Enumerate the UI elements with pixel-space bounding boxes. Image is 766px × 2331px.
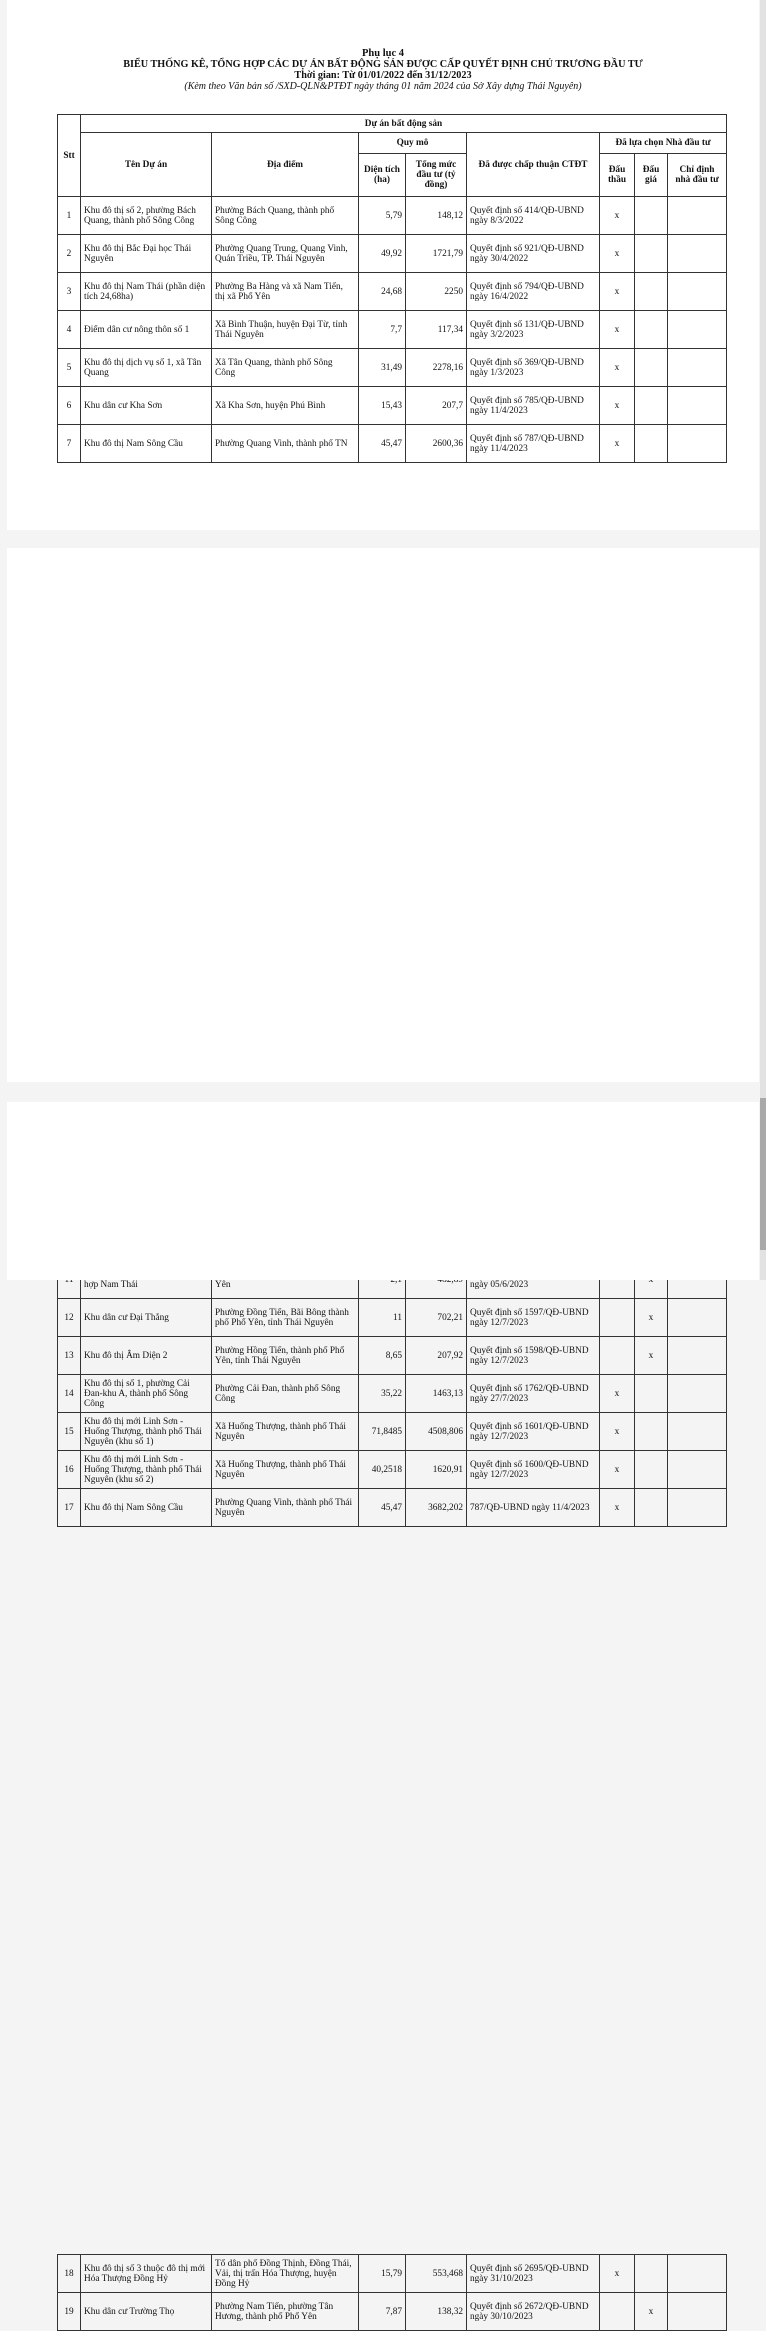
row-designation-mark [668,1375,727,1413]
table-row [58,1413,727,1451]
row-investment: 117,34 [406,311,467,349]
row-approval: Quyết định số 1600/QĐ-UBND ngày 12/7/2023 [467,1451,600,1489]
row-approval: Quyết định số 921/QĐ-UBND ngày 30/4/2022 [467,235,600,273]
row-auction-mark [635,349,668,387]
row-location: Tổ dân phố Đồng Thịnh, Đồng Thái, Vải, thị trấn Hóa Thượng, huyện Đồng Hỷ [212,2255,359,2293]
row-approval: Quyết định số 1598/QĐ-UBND ngày 12/7/2023 [467,1337,600,1375]
row-bidding-mark [600,2293,635,2331]
row-bidding-mark [600,1299,635,1337]
row-investment: 3682,202 [406,1489,467,1527]
row-bidding-mark: x [600,273,635,311]
row-designation-mark [668,197,727,235]
row-stt: 3 [58,273,81,311]
row-auction-mark: x [635,1337,668,1375]
row-bidding-mark: x [600,1451,635,1489]
row-designation-mark [668,1489,727,1527]
row-location: Phường Hồng Tiến, thành phố Phổ Yên, tỉnh Thái Nguyên [212,1337,359,1375]
row-area: 24,68 [359,273,406,311]
row-auction-mark [635,1413,668,1451]
row-bidding-mark [600,1337,635,1375]
row-area: 15,43 [359,387,406,425]
row-project-name: Khu đô thị Âm Diện 2 [81,1337,212,1375]
row-investment: 2250 [406,273,467,311]
row-bidding-mark: x [600,1489,635,1527]
row-investment: 1463,13 [406,1375,467,1413]
row-stt: 1 [58,197,81,235]
table-row [58,197,727,235]
table-row [58,349,727,387]
row-auction-mark [635,235,668,273]
row-designation-mark [668,2255,727,2293]
row-auction-mark [635,1489,668,1527]
row-designation-mark [668,387,727,425]
row-location: Xã Tân Quang, thành phố Sông Công [212,349,359,387]
header-auction: Đấu giá [635,154,668,197]
table-row [58,1299,727,1337]
row-location: Xã Kha Sơn, huyện Phú Bình [212,387,359,425]
header-approval: Đã được chấp thuận CTĐT [467,133,600,197]
row-investment: 207,92 [406,1337,467,1375]
row-project-name: Khu đô thị số 2, phường Bách Quang, thành phố Sông Công [81,197,212,235]
row-approval: ngày 05/6/2023 [467,1261,600,1299]
row-approval: Quyết định số 1762/QĐ-UBND ngày 27/7/2023 [467,1375,600,1413]
row-project-name: Điểm dân cư nông thôn số 1 [81,311,212,349]
row-location: Yên [212,1261,359,1299]
row-area: 45,47 [359,425,406,463]
row-location: Phường Cải Đan, thành phố Sông Công [212,1375,359,1413]
row-area: 45,47 [359,1489,406,1527]
row-stt: 13 [58,1337,81,1375]
row-project-name: Khu dân cư Kha Sơn [81,387,212,425]
row-stt: 7 [58,425,81,463]
row-investment: 138,32 [406,2293,467,2331]
row-designation-mark [668,1299,727,1337]
row-auction-mark: x [635,2293,668,2331]
document-title: BIỂU THỐNG KÊ, TỔNG HỢP CÁC DỰ ÁN BẤT ĐỘNG SẢN ĐƯỢC CẤP QUYẾT ĐỊNH CHỦ TRƯƠNG ĐẦU TƯ [123,59,643,70]
row-approval: Quyết định số 369/QĐ-UBND ngày 1/3/2023 [467,349,600,387]
row-project-name: Khu đô thị mới Linh Sơn - Huống Thượng, thành phố Thái Nguyên (khu số 2) [81,1451,212,1489]
row-area: 8,65 [359,1337,406,1375]
row-investment: 148,12 [406,197,467,235]
row-approval: Quyết định số 131/QĐ-UBND ngày 3/2/2023 [467,311,600,349]
row-stt: 14 [58,1375,81,1413]
row-investment: 1620,91 [406,1451,467,1489]
row-location: Xã Huống Thượng, thành phố Thái Nguyên [212,1413,359,1451]
row-designation-mark [668,1337,727,1375]
table-row [58,387,727,425]
row-location: Phường Bách Quang, thành phố Sông Công [212,197,359,235]
row-project-name: Khu đô thị Nam Thái (phần diện tích 24,68ha) [81,273,212,311]
header-location: Địa điểm [212,133,359,197]
row-location: Phường Quang Vinh, thành phố Thái Nguyên [212,1489,359,1527]
row-designation-mark [668,311,727,349]
row-designation-mark [668,425,727,463]
title-block [7,48,759,93]
row-bidding-mark: x [600,311,635,349]
vertical-scrollbar[interactable] [760,0,766,1280]
row-bidding-mark: x [600,387,635,425]
scrollbar-thumb[interactable] [760,1098,766,1250]
header-bidding: Đấu thầu [600,154,635,197]
header-designation: Chỉ định nhà đầu tư [668,154,727,197]
row-location: Phường Đồng Tiến, Bãi Bông thành phố Phổ Yên, tỉnh Thái Nguyên [212,1299,359,1337]
projects-table-continued-2 [57,2254,727,2331]
row-approval: Quyết định số 1597/QĐ-UBND ngày 12/7/2023 [467,1299,600,1337]
row-bidding-mark: x [600,1413,635,1451]
row-project-name: hợp Nam Thái [81,1261,212,1299]
row-location: Phường Nam Tiến, phường Tân Hương, thành phố Phổ Yên [212,2293,359,2331]
header-investor-selected: Đã lựa chọn Nhà đầu tư [600,133,727,154]
row-approval: 787/QĐ-UBND ngày 11/4/2023 [467,1489,600,1527]
row-stt: 15 [58,1413,81,1451]
row-approval: Quyết định số 785/QĐ-UBND ngày 11/4/2023 [467,387,600,425]
header-scale: Quy mô [359,133,467,154]
row-designation-mark [668,2293,727,2331]
row-bidding-mark: x [600,197,635,235]
row-auction-mark [635,197,668,235]
row-project-name: Khu đô thị mới Linh Sơn - Huống Thượng, thành phố Thái Nguyên (khu số 1) [81,1413,212,1451]
row-project-name: Khu đô thị dịch vụ số 1, xã Tân Quang [81,349,212,387]
row-bidding-mark: x [600,2255,635,2293]
row-investment: 2600,36 [406,425,467,463]
row-area: 49,92 [359,235,406,273]
header-name: Tên Dự án [81,133,212,197]
row-project-name: Khu dân cư Trường Thọ [81,2293,212,2331]
row-area: 35,22 [359,1375,406,1413]
row-area: 7,87 [359,2293,406,2331]
row-area: 71,8485 [359,1413,406,1451]
table-row [58,2255,727,2293]
table-row [58,1489,727,1527]
row-area: 11 [359,1299,406,1337]
row-approval: Quyết định số 2672/QĐ-UBND ngày 30/10/2023 [467,2293,600,2331]
row-stt: 6 [58,387,81,425]
row-approval: Quyết định số 414/QĐ-UBND ngày 8/3/2022 [467,197,600,235]
document-period: Thời gian: Từ 01/01/2022 đến 31/12/2023 [294,70,472,81]
row-project-name: Khu đô thị Nam Sông Cầu [81,425,212,463]
header-group: Dự án bất động sản [81,115,727,133]
row-location: Phường Quang Vinh, thành phố TN [212,425,359,463]
row-project-name: Khu đô thị Nam Sông Cầu [81,1489,212,1527]
row-investment: 207,7 [406,387,467,425]
row-investment: 2278,16 [406,349,467,387]
row-location: Xã Huống Thượng, thành phố Thái Nguyên [212,1451,359,1489]
row-investment: 4508,806 [406,1413,467,1451]
row-designation-mark [668,349,727,387]
row-area: 40,2518 [359,1451,406,1489]
row-project-name: Khu đô thị Bắc Đại học Thái Nguyên [81,235,212,273]
row-location: Phường Quang Trung, Quang Vinh, Quán Triều, TP. Thái Nguyên [212,235,359,273]
attachment-note: (Kèm theo Văn bản số /SXD-QLN&PTĐT ngày tháng 01 năm 2024 của Sở Xây dựng Thái Nguyên) [184,81,582,92]
row-designation-mark [668,1451,727,1489]
row-investment: 702,21 [406,1299,467,1337]
row-stt: 2 [58,235,81,273]
row-auction-mark [635,273,668,311]
row-location: Xã Bình Thuận, huyện Đại Từ, tỉnh Thái Nguyên [212,311,359,349]
row-auction-mark [635,311,668,349]
row-auction-mark [635,2255,668,2293]
table-row [58,273,727,311]
row-auction-mark [635,387,668,425]
row-bidding-mark: x [600,425,635,463]
table-row [58,311,727,349]
table-row [58,1337,727,1375]
row-approval: Quyết định số 794/QĐ-UBND ngày 16/4/2022 [467,273,600,311]
row-bidding-mark: x [600,235,635,273]
table-row [58,235,727,273]
header-area: Diện tích (ha) [359,154,406,197]
row-area: 31,49 [359,349,406,387]
row-location: Phường Ba Hàng và xã Nam Tiến, thị xã Phổ Yên [212,273,359,311]
header-investment: Tổng mức đầu tư (tỷ đồng) [406,154,467,197]
row-approval: Quyết định số 787/QĐ-UBND ngày 11/4/2023 [467,425,600,463]
row-stt: 17 [58,1489,81,1527]
row-investment: 1721,79 [406,235,467,273]
row-stt: 12 [58,1299,81,1337]
table-row [58,1375,727,1413]
table-row [58,2293,727,2331]
row-bidding-mark: x [600,1375,635,1413]
row-project-name: Khu đô thị số 3 thuộc đô thị mới Hóa Thượng Đồng Hỷ [81,2255,212,2293]
row-designation-mark [668,235,727,273]
row-approval: Quyết định số 1601/QĐ-UBND ngày 12/7/2023 [467,1413,600,1451]
row-stt: 19 [58,2293,81,2331]
header-stt: Stt [58,115,81,197]
row-stt: 18 [58,2255,81,2293]
row-auction-mark: x [635,1299,668,1337]
document-page-2 [7,548,759,1518]
row-auction-mark [635,1451,668,1489]
row-project-name: Khu đô thị số 1, phường Cải Đan-khu A, thành phố Sông Công [81,1375,212,1413]
appendix-label: Phụ lục 4 [361,48,404,59]
row-designation-mark [668,1413,727,1451]
row-auction-mark [635,1375,668,1413]
row-auction-mark [635,425,668,463]
row-area: 15,79 [359,2255,406,2293]
row-stt: 4 [58,311,81,349]
row-area: 5,79 [359,197,406,235]
row-approval: Quyết định số 2695/QĐ-UBND ngày 31/10/2023 [467,2255,600,2293]
projects-table [57,114,727,463]
document-page-1 [7,0,759,530]
row-stt: 5 [58,349,81,387]
row-project-name: Khu dân cư Đại Thắng [81,1299,212,1337]
row-stt: 16 [58,1451,81,1489]
row-designation-mark [668,273,727,311]
row-bidding-mark: x [600,349,635,387]
row-investment: 553,468 [406,2255,467,2293]
row-area: 7,7 [359,311,406,349]
table-row [58,425,727,463]
table-row [58,1451,727,1489]
